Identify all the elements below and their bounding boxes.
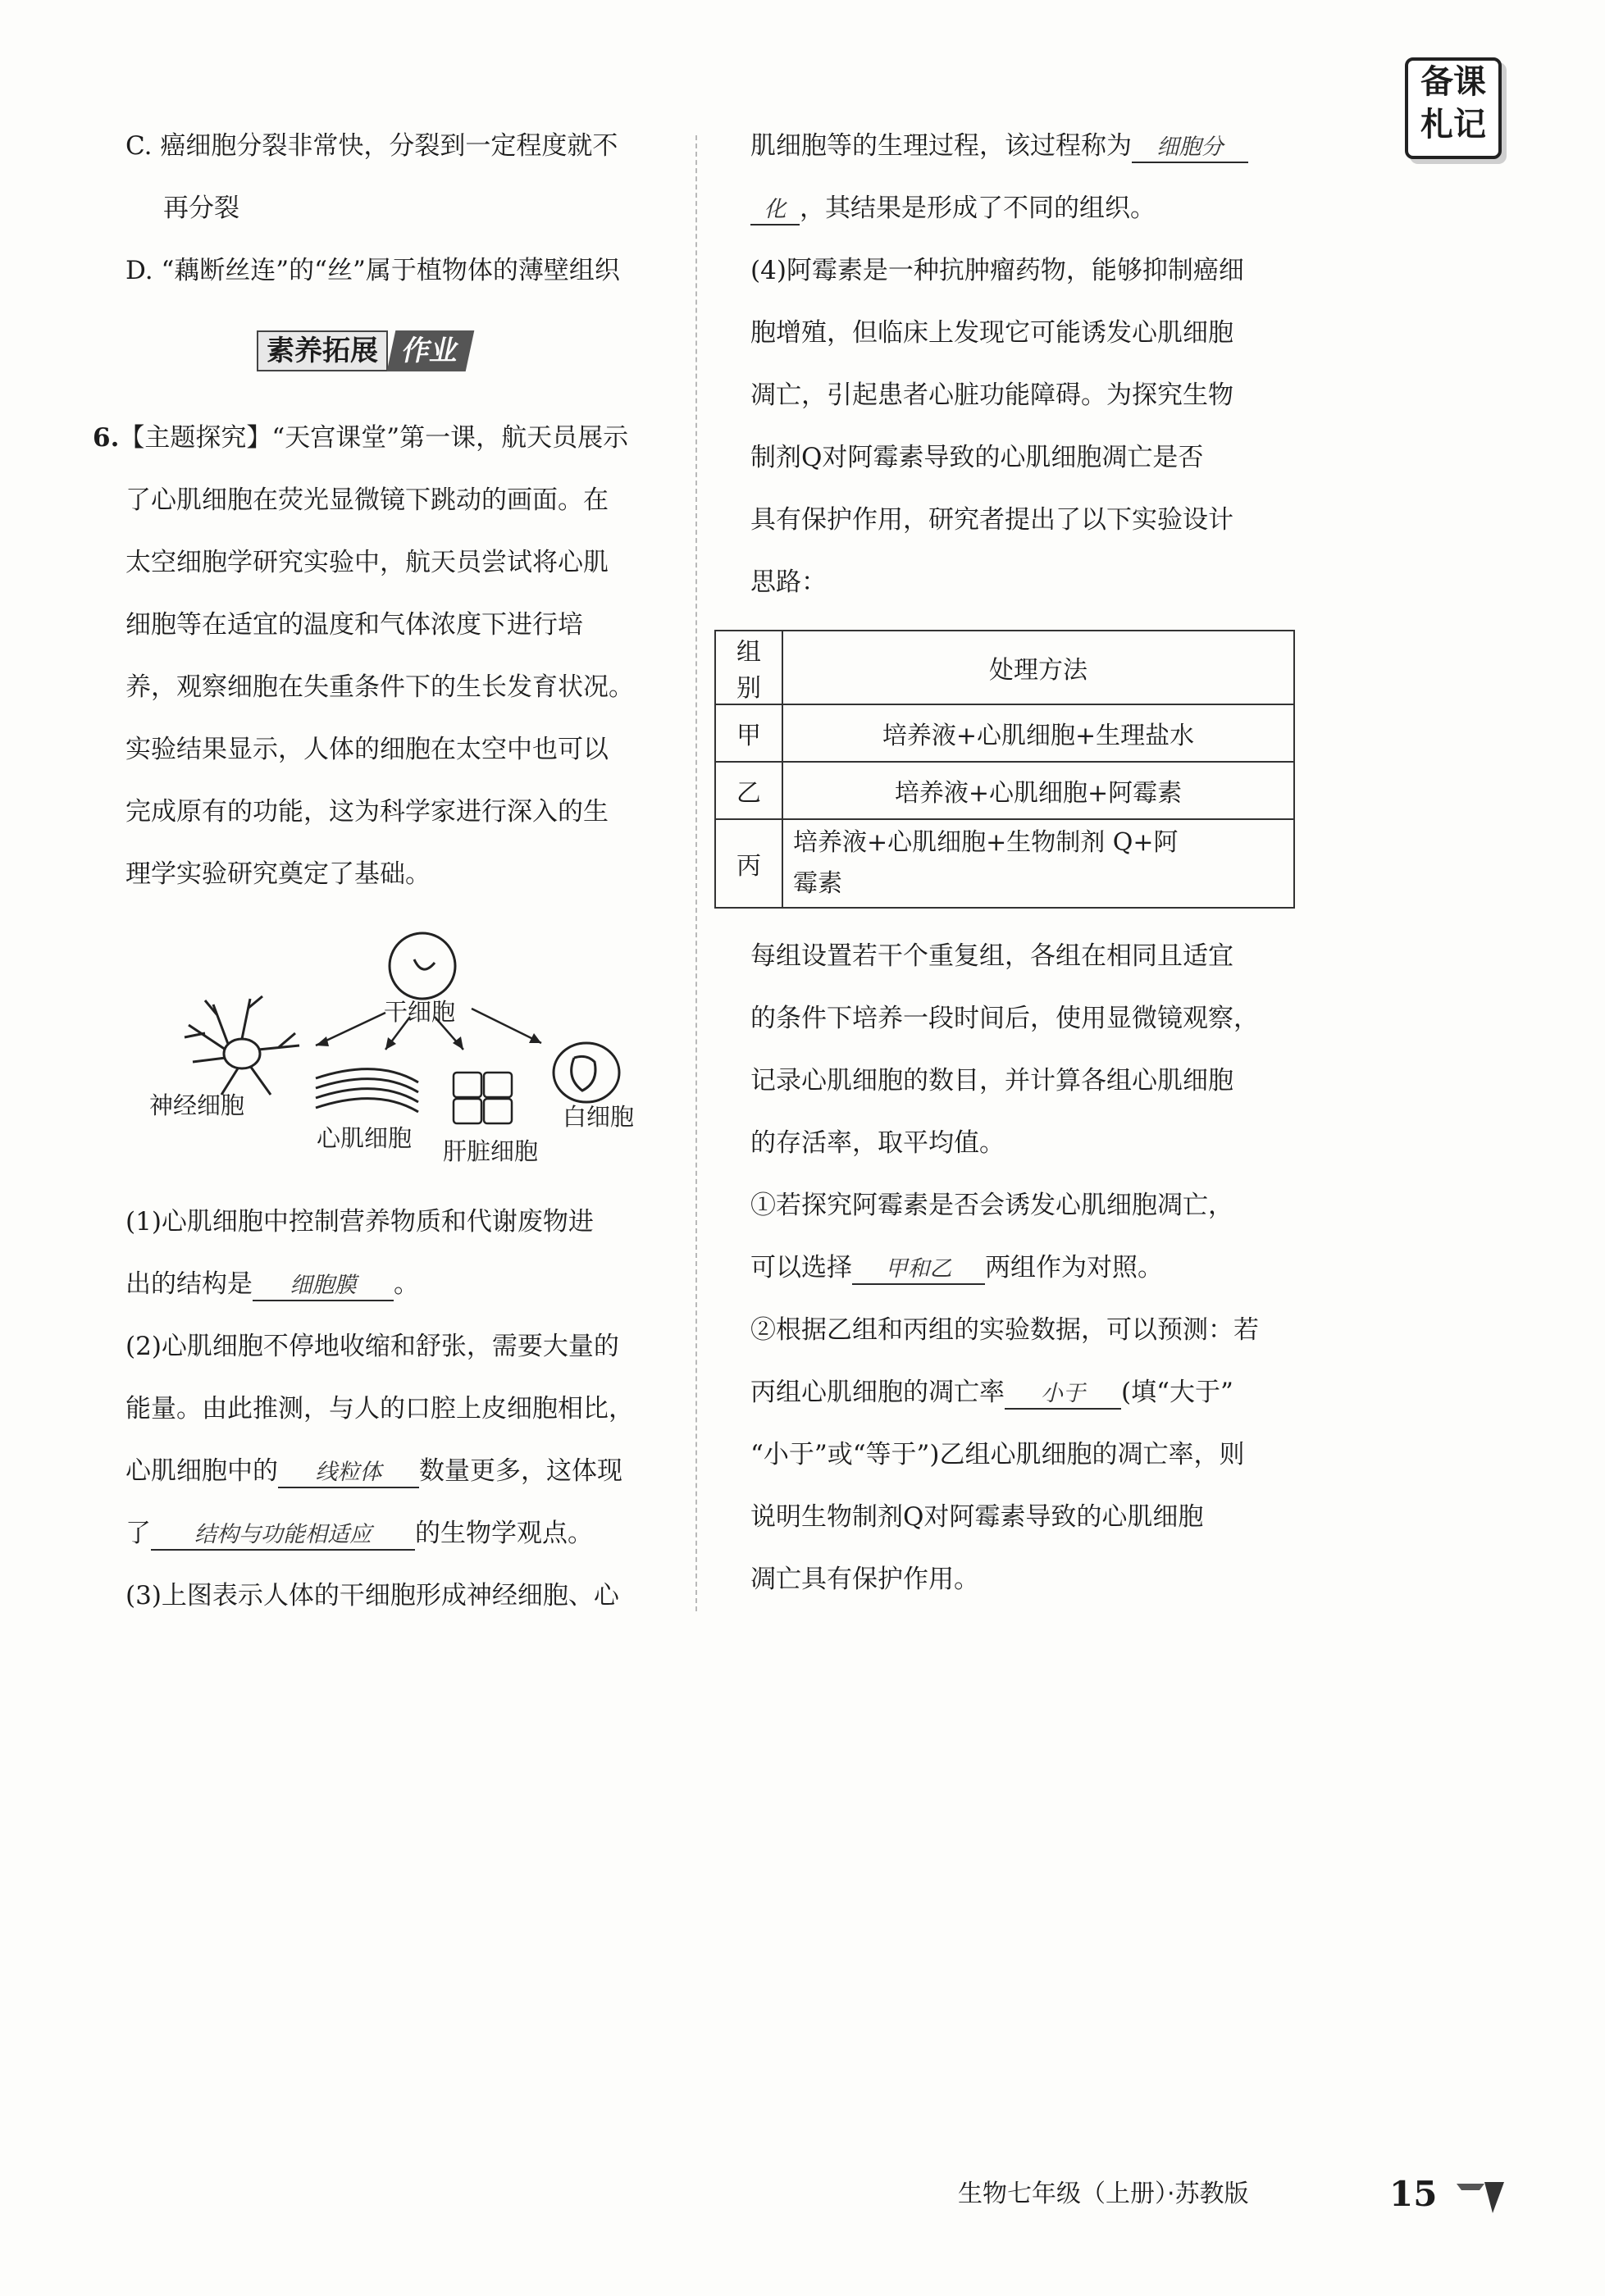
c2-line1: ②根据乙组和丙组的实验数据，可以预测：若 [750,1315,1259,1345]
page-number: 15 [1389,2174,1438,2214]
sub2-line3-pre: 心肌细胞中的 [125,1456,278,1486]
sub3-answer-b: 化 [750,196,800,226]
table-header-row [715,631,1294,704]
heart-cell-shape [316,1069,418,1112]
after-table-line: 记录心肌细胞的数目，并计算各组心肌细胞 [750,1066,1233,1096]
stem-cell-shape [390,933,455,999]
footer-book-title: 生物七年级（上册）·苏教版 [958,2180,1249,2208]
sub4-line: 具有保护作用，研究者提出了以下实验设计 [750,505,1233,535]
c2-line5: 凋亡具有保护作用。 [750,1565,979,1594]
section-tag: 作业 [387,330,475,371]
q6-line: 完成原有的功能，这为科学家进行深入的生 [125,797,609,827]
sub1-line1: (1)心肌细胞中控制营养物质和代谢废物进 [125,1207,594,1237]
sub2-answer1: 线粒体 [278,1459,419,1488]
sub4-line: 胞增殖，但临床上发现它可能诱发心肌细胞 [750,318,1233,348]
table-header-group: 组别 [715,631,782,704]
sub1-line2-pre: 出的结构是 [125,1269,253,1299]
q6-line: 细胞等在适宜的温度和气体浓度下进行培 [125,610,583,640]
table-cell-method: 培养液+心肌细胞+生理盐水 [782,704,1294,762]
question-6 [93,407,675,905]
table-cell-method [782,819,1294,908]
left-column [125,115,675,302]
right-column [750,115,1297,613]
after-table-line: 的条件下培养一段时间后，使用显微镜观察， [750,1004,1259,1033]
sub4-line: 制剂Q对阿霉素导致的心肌细胞凋亡是否 [750,443,1204,472]
white-cell-shape [554,1043,619,1102]
q6-line: 实验结果显示，人体的细胞在太空中也可以 [125,735,609,764]
sub1-answer: 细胞膜 [253,1272,394,1301]
sub2-line4-pre: 了 [125,1519,151,1548]
sub3-line3-post: ，其结果是形成了不同的组织。 [800,194,1156,223]
c2-line4: 说明生物制剂Q对阿霉素导致的心肌细胞 [750,1502,1204,1532]
note-box-line1: 备课 [1420,63,1486,101]
table-row [715,762,1294,819]
column-divider [695,135,697,1611]
sub2-line3-post: 数量更多，这体现 [419,1456,622,1486]
label-white-cell: 白细胞 [563,1103,635,1131]
section-label: 素养拓展 [257,330,388,371]
liver-cell-shape [454,1073,512,1123]
table-cell-group: 甲 [715,704,782,762]
label-heart-cell: 心肌细胞 [317,1124,413,1152]
nerve-cell-shape [185,996,299,1095]
label-liver-cell: 肝脏细胞 [443,1137,539,1165]
c2-line3: “小于”或“等于”)乙组心肌细胞的凋亡率，则 [750,1440,1245,1469]
c1-line2-pre: 可以选择 [750,1253,852,1282]
q6-line: 理学实验研究奠定了基础。 [125,859,431,889]
experiment-table [714,630,1295,909]
sub4-line: 思路： [750,567,827,597]
sub3-answer-a: 细胞分 [1132,134,1248,163]
table-header-method: 处理方法 [782,631,1294,704]
table-cell-group: 乙 [715,762,782,819]
note-box-line2: 札记 [1420,106,1486,144]
option-d: D. “藕断丝连”的“丝”属于植物体的薄壁组织 [125,256,620,285]
q6-line: 了心肌细胞在荧光显微镜下跳动的画面。在 [125,485,609,515]
table-row [715,819,1294,908]
option-c-line2: 再分裂 [163,194,239,223]
sub2-line2: 能量。由此推测，与人的口腔上皮细胞相比， [125,1394,634,1424]
q6-number: 6. [93,423,120,453]
c1-line2-post: 两组作为对照。 [985,1253,1163,1282]
c1-answer: 甲和乙 [852,1255,985,1285]
sub2-line1: (2)心肌细胞不停地收缩和舒张，需要大量的 [125,1332,619,1361]
table-row [715,704,1294,762]
corner-arrow-icon [1452,2177,1509,2218]
q6-line: 【主题探究】“天宫课堂”第一课，航天员展示 [119,423,629,453]
sub2-answer2: 结构与功能相适应 [151,1521,415,1551]
label-nerve-cell: 神经细胞 [149,1091,245,1119]
sub1-line2-post: 。 [394,1269,419,1299]
sub3-line1: (3)上图表示人体的干细胞形成神经细胞、心 [125,1581,619,1610]
table-cell-method-line2: 霉素 [793,869,842,898]
right-column-lower [750,925,1297,1610]
c1-line1: ①若探究阿霉素是否会诱发心肌细胞凋亡， [750,1191,1233,1220]
option-c-line1: C. 癌细胞分裂非常快，分裂到一定程度就不 [125,131,618,161]
stem-cell-diagram [139,927,664,1189]
q6-line: 太空细胞学研究实验中，航天员尝试将心肌 [125,548,609,577]
sub3-line2-pre: 肌细胞等的生理过程，该过程称为 [750,131,1132,161]
c2-line2-pre: 丙组心肌细胞的凋亡率 [750,1378,1005,1407]
table-cell-method-line1: 培养液+心肌细胞+生物制剂 Q+阿 [793,828,1179,857]
section-heading [257,330,470,371]
sub-questions-left [125,1191,675,1627]
lesson-notes-badge [1405,57,1502,159]
c2-answer: 小于 [1005,1380,1121,1410]
arrow-to-white [472,1009,541,1043]
arrow-head [316,1036,329,1046]
after-table-line: 的存活率，取平均值。 [750,1128,1005,1158]
sub2-line4-post: 的生物学观点。 [415,1519,593,1548]
after-table-line: 每组设置若干个重复组，各组在相同且适宜 [750,941,1233,971]
white-cell-nucleus [572,1056,595,1091]
table-cell-method: 培养液+心肌细胞+阿霉素 [782,762,1294,819]
stem-cell-nucleus [414,959,435,969]
sub4-line: (4)阿霉素是一种抗肿瘤药物，能够抑制癌细 [750,256,1244,285]
label-stem-cell: 干细胞 [384,998,456,1026]
q6-line: 养，观察细胞在失重条件下的生长发育状况。 [125,672,634,702]
sub4-line: 凋亡，引起患者心脏功能障碍。为探究生物 [750,380,1233,410]
c2-line2-post: (填“大于” [1121,1378,1233,1407]
table-cell-group: 丙 [715,819,782,908]
